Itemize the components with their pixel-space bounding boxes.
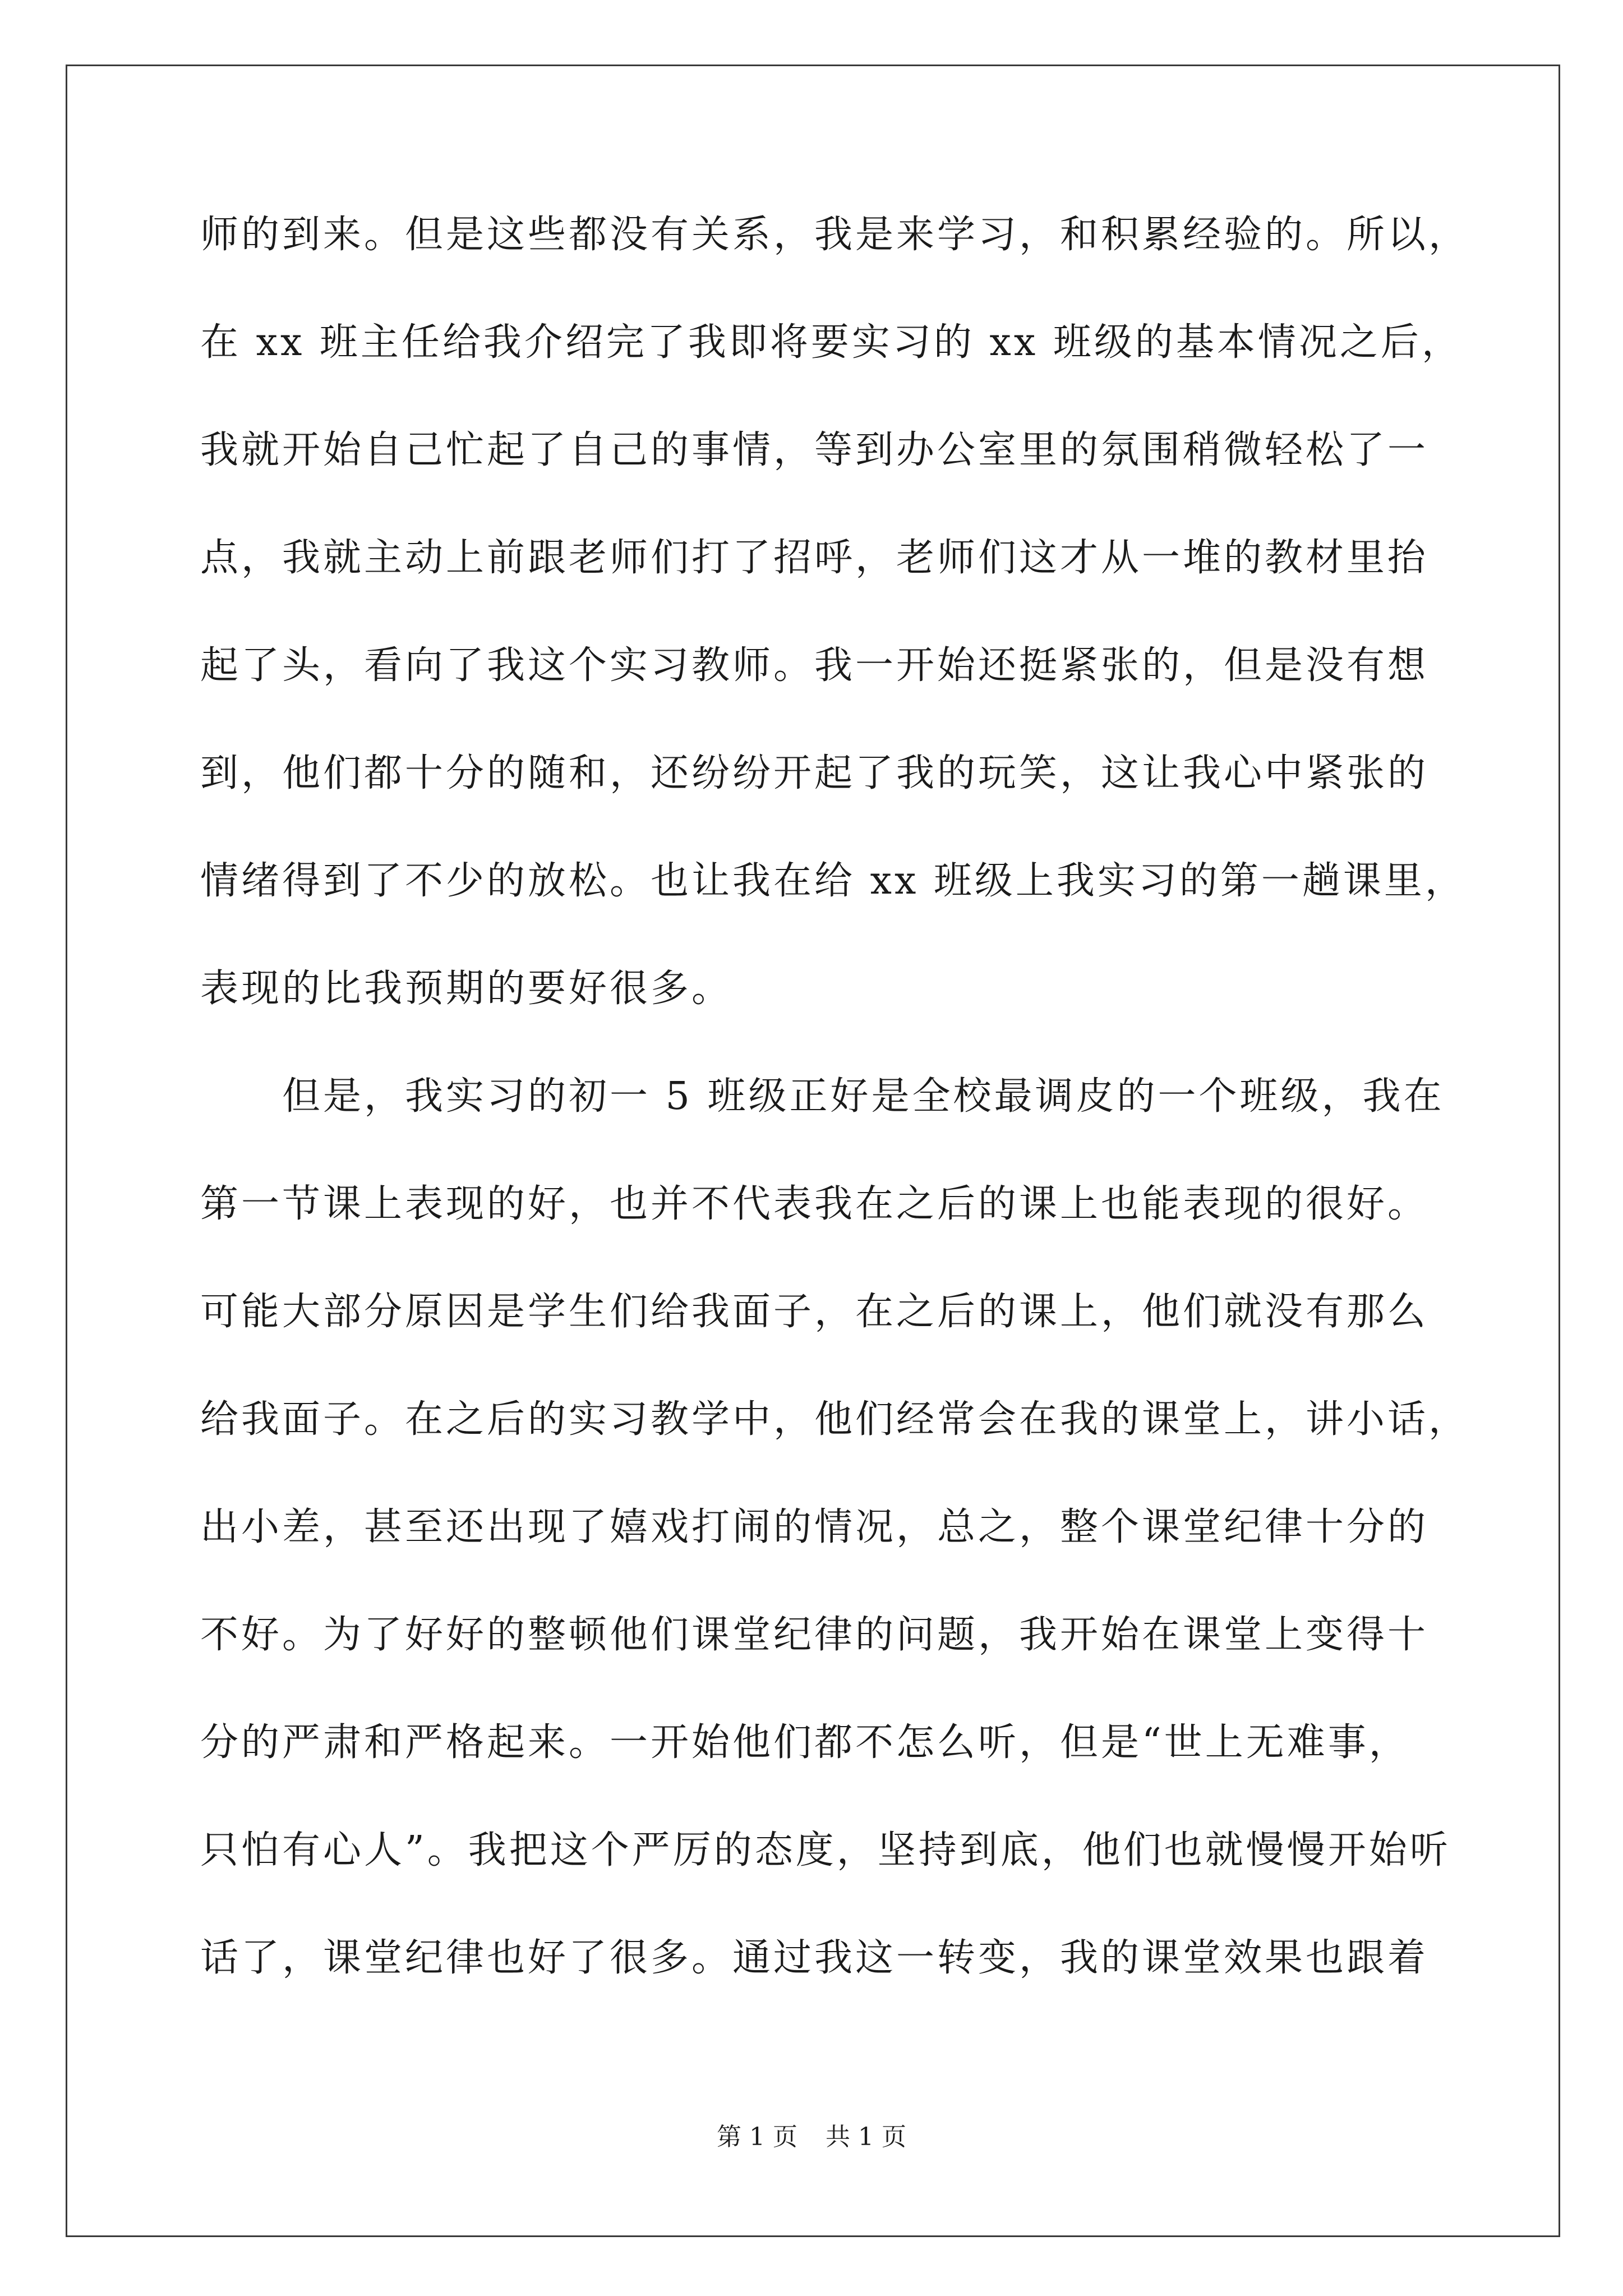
body-text-line: 话了，课堂纪律也好了很多。通过我这一转变，我的课堂效果也跟着: [200, 1936, 1429, 1980]
page-border: [66, 65, 1560, 2237]
page-number: 第 1 页: [717, 2123, 797, 2151]
total-pages: 共 1 页: [826, 2123, 906, 2151]
body-text-line: 我就开始自己忙起了自己的事情，等到办公室里的氛围稍微轻松了一: [200, 428, 1429, 472]
body-text-line: 表现的比我预期的要好很多。: [200, 967, 733, 1011]
body-text-line: 在 xx 班主任给我介绍完了我即将要实习的 xx 班级的基本情况之后，: [200, 320, 1463, 365]
body-text-line: 只怕有心人”。我把这个严厉的态度，坚持到底，他们也就慢慢开始听: [200, 1828, 1451, 1872]
body-text-line: 情绪得到了不少的放松。也让我在给 xx 班级上我实习的第一趟课里，: [200, 859, 1466, 903]
body-text-line: 第一节课上表现的好，也并不代表我在之后的课上也能表现的很好。: [200, 1182, 1429, 1226]
paragraph-first-line: 但是，我实习的初一 5 班级正好是全校最调皮的一个班级，我在: [282, 1074, 1445, 1119]
page-footer: [0, 2120, 1623, 2154]
body-text-line: 分的严肃和严格起来。一开始他们都不怎么听，但是“世上无难事，: [200, 1720, 1410, 1765]
body-text-line: 不好。为了好好的整顿他们课堂纪律的问题，我开始在课堂上变得十: [200, 1613, 1429, 1657]
body-text-line: 师的到来。但是这些都没有关系，我是来学习，和积累经验的。所以，: [200, 213, 1470, 257]
body-text-line: 点，我就主动上前跟老师们打了招呼，老师们这才从一堆的教材里抬: [200, 536, 1429, 580]
body-text-line: 起了头，看向了我这个实习教师。我一开始还挺紧张的，但是没有想: [200, 643, 1429, 688]
body-text-line: 到，他们都十分的随和，还纷纷开起了我的玩笑，这让我心中紧张的: [200, 751, 1429, 795]
body-text-line: 出小差，甚至还出现了嬉戏打闹的情况，总之，整个课堂纪律十分的: [200, 1505, 1429, 1549]
body-text-line: 可能大部分原因是学生们给我面子，在之后的课上，他们就没有那么: [200, 1290, 1429, 1334]
body-text-line: 给我面子。在之后的实习教学中，他们经常会在我的课堂上，讲小话，: [200, 1397, 1470, 1442]
